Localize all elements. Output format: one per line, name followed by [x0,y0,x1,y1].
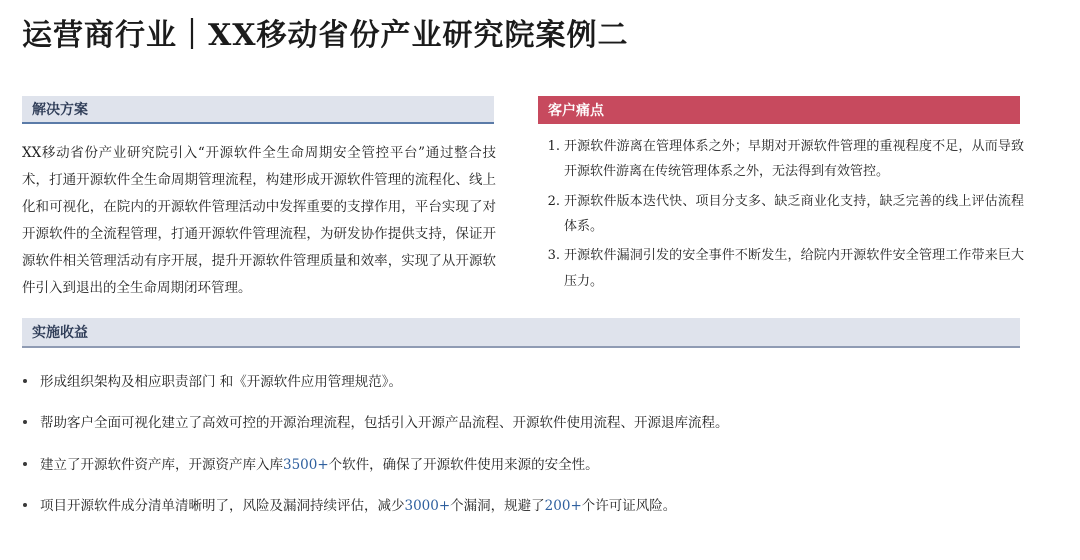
benefit-list [22,372,1022,537]
page-title: 运营商行业｜XX移动省份产业研究院案例二 [22,18,629,53]
list-item-number: 1. [547,139,560,154]
section-header-solution-label: 解决方案 [32,102,88,118]
section-header-benefits [22,318,1020,348]
bullet-icon [23,379,27,383]
list-item [538,189,1024,240]
list-item [22,496,1022,516]
list-item [22,372,1022,392]
list-item [538,134,1024,185]
list-item-text: 建立了开源软件资产库，开源资产库入库3500+个软件，确保了开源软件使用来源的安全性。 [40,456,599,473]
list-item [22,413,1022,433]
section-header-pain-points [538,96,1020,124]
list-item-text: 项目开源软件成分清单清晰明了，风险及漏洞持续评估，减少3000+个漏洞，规避了200+个许可证风险。 [40,497,677,514]
bullet-icon [23,420,27,424]
list-item-text: 开源软件游离在管理体系之外；早期对开源软件管理的重视程度不足，从而导致开源软件游离在传统管理体系之外，无法得到有效管控。 [564,139,1024,180]
list-item-text: 形成组织架构及相应职责部门 和《开源软件应用管理规范》。 [40,374,403,390]
section-header-solution [22,96,494,124]
bullet-icon [23,462,27,466]
list-item-text: 帮助客户全面可视化建立了高效可控的开源治理流程，包括引入开源产品流程、开源软件使用流程、开源退库流程。 [40,415,729,432]
list-item-text: 开源软件版本迭代快、项目分支多、缺乏商业化支持，缺乏完善的线上评估流程体系。 [564,193,1024,235]
list-item-text: 开源软件漏洞引发的安全事件不断发生，给院内开源软件安全管理工作带来巨大压力。 [564,248,1024,289]
bullet-icon [23,503,27,507]
list-item [22,455,1022,475]
section-header-pain-points-label: 客户痛点 [548,103,604,119]
list-item-number: 3. [547,248,560,264]
list-item-number: 2. [547,193,560,209]
pain-point-list [538,134,1024,298]
list-item [538,243,1024,294]
section-header-benefits-label: 实施收益 [32,325,88,341]
solution-body-text: XX移动省份产业研究院引入“开源软件全生命周期安全管控平台”通过整合技术，打通开源软件全生命周期管理流程，构建形成开源软件管理的流程化、线上化和可视化，在院内的开源软件管理活动中发挥重要的支撑作用，平台实现了对开源软件的全流程管理，打通开源软件管理流程，为研发协作提供支持，保证开源软件相关管理活动有序开展，提升开源软件管理质量和效率，实现了从开源软件引入到退出的全生命周期闭环管理。 [22,145,496,296]
